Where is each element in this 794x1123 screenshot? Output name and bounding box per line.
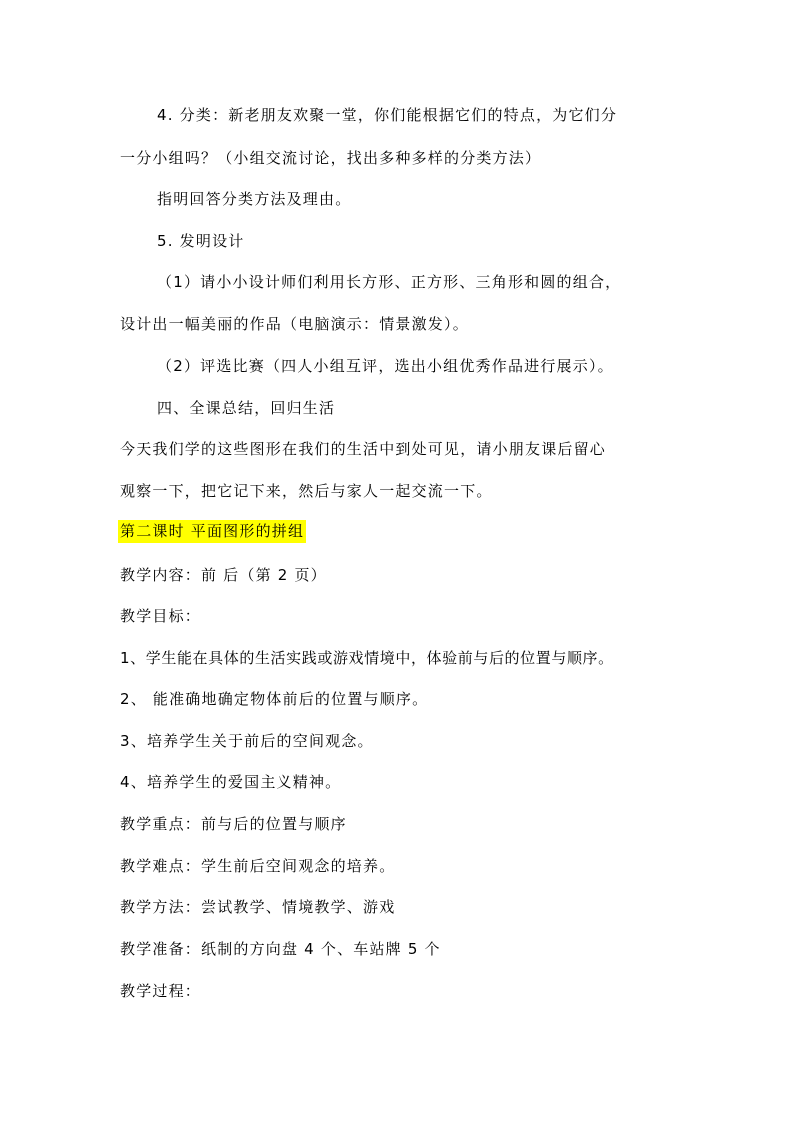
paragraph-line: （1）请小小设计师们利用长方形、正方形、三角形和圆的组合， bbox=[157, 273, 622, 291]
list-item: 4、培养学生的爱国主义精神。 bbox=[120, 773, 342, 791]
list-item: 3、培养学生关于前后的空间观念。 bbox=[120, 732, 374, 750]
paragraph-line: 指明回答分类方法及理由。 bbox=[157, 190, 352, 208]
list-item: 2、 能准确地确定物体前后的位置与顺序。 bbox=[120, 690, 429, 708]
list-item: 1、学生能在具体的生活实践或游戏情境中，体验前与后的位置与顺序。 bbox=[120, 649, 614, 667]
paragraph-line: 4. 分类：新老朋友欢聚一堂，你们能根据它们的特点，为它们分 bbox=[157, 106, 618, 124]
paragraph-line: 今天我们学的这些图形在我们的生活中到处可见，请小朋友课后留心 bbox=[120, 440, 607, 458]
section-heading: 四、全课总结，回归生活 bbox=[157, 399, 336, 417]
paragraph-line: 教学重点：前与后的位置与顺序 bbox=[120, 815, 347, 833]
section-heading: 5. 发明设计 bbox=[157, 232, 245, 250]
highlighted-title: 第二课时 平面图形的拼组 bbox=[118, 520, 306, 543]
paragraph-line: （2）评选比赛（四人小组互评，选出小组优秀作品进行展示）。 bbox=[157, 357, 614, 375]
paragraph-line: 教学过程： bbox=[120, 982, 202, 1000]
paragraph-line: 教学目标： bbox=[120, 607, 202, 625]
paragraph-line: 教学难点：学生前后空间观念的培养。 bbox=[120, 857, 396, 875]
paragraph-line: 教学内容：前 后（第 2 页） bbox=[120, 566, 327, 584]
paragraph-line: 教学准备：纸制的方向盘 4 个、车站牌 5 个 bbox=[120, 940, 441, 958]
paragraph-line: 设计出一幅美丽的作品（电脑演示：情景激发）。 bbox=[120, 315, 469, 333]
lesson-title bbox=[118, 520, 306, 542]
paragraph-line: 一分小组吗？（小组交流讨论，找出多种多样的分类方法） bbox=[120, 149, 542, 167]
paragraph-line: 观察一下，把它记下来，然后与家人一起交流一下。 bbox=[120, 482, 493, 500]
paragraph-line: 教学方法：尝试教学、情境教学、游戏 bbox=[120, 898, 396, 916]
